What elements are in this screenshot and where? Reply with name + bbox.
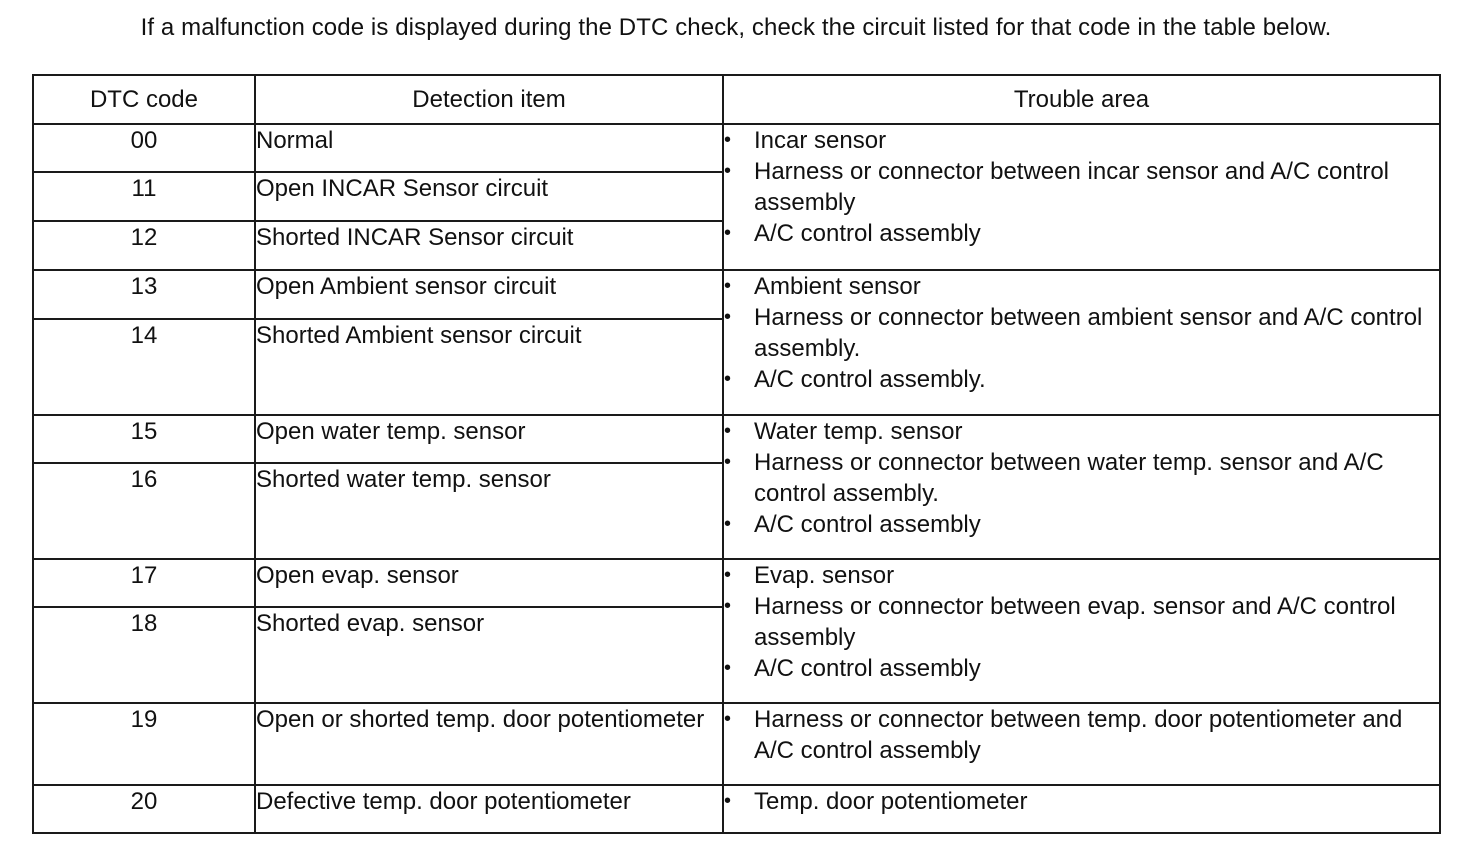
trouble-area-cell bbox=[723, 703, 1440, 785]
bullet-icon: • bbox=[724, 451, 732, 473]
trouble-area-cell bbox=[723, 785, 1440, 833]
dtc-table bbox=[32, 74, 1441, 834]
detection-item-cell: Normal bbox=[255, 124, 723, 172]
trouble-area-item bbox=[724, 509, 1439, 540]
bullet-icon: • bbox=[724, 420, 732, 442]
bullet-icon: • bbox=[724, 129, 732, 151]
trouble-area-item bbox=[724, 560, 1439, 591]
table-row bbox=[33, 124, 1440, 172]
trouble-area-item bbox=[724, 416, 1439, 447]
trouble-area-cell bbox=[723, 559, 1440, 703]
dtc-code-cell: 18 bbox=[33, 607, 255, 703]
trouble-area-item bbox=[724, 156, 1439, 218]
dtc-group bbox=[33, 785, 1440, 833]
dtc-code-cell: 00 bbox=[33, 124, 255, 172]
header-trouble-area: Trouble area bbox=[723, 75, 1440, 124]
trouble-area-text: Ambient sensor bbox=[754, 273, 921, 300]
dtc-group bbox=[33, 559, 1440, 703]
trouble-area-text: Incar sensor bbox=[754, 127, 887, 154]
trouble-area-text: Harness or connector between temp. door potentiometer and A/C control assembly bbox=[754, 706, 1403, 764]
dtc-code-cell: 20 bbox=[33, 785, 255, 833]
bullet-icon: • bbox=[724, 564, 732, 586]
dtc-code-cell: 19 bbox=[33, 703, 255, 785]
detection-item-cell: Open or shorted temp. door potentiometer bbox=[255, 703, 723, 785]
trouble-area-item bbox=[724, 786, 1439, 817]
bullet-icon: • bbox=[724, 368, 732, 390]
trouble-area-text: Temp. door potentiometer bbox=[754, 788, 1028, 815]
header-row bbox=[33, 75, 1440, 124]
header-dtc-code: DTC code bbox=[33, 75, 255, 124]
trouble-area-item bbox=[724, 447, 1439, 509]
trouble-area-text: Harness or connector between evap. sensor and A/C control assembly bbox=[754, 593, 1396, 651]
dtc-code-cell: 11 bbox=[33, 172, 255, 221]
bullet-icon: • bbox=[724, 222, 732, 244]
table-row bbox=[33, 785, 1440, 833]
dtc-group bbox=[33, 415, 1440, 559]
bullet-icon: • bbox=[724, 275, 732, 297]
trouble-area-list bbox=[724, 125, 1439, 249]
detection-item-cell: Open Ambient sensor circuit bbox=[255, 270, 723, 319]
table-row bbox=[33, 703, 1440, 785]
trouble-area-item bbox=[724, 704, 1439, 766]
trouble-area-text: A/C control assembly bbox=[754, 655, 981, 682]
bullet-icon: • bbox=[724, 513, 732, 535]
table-row bbox=[33, 559, 1440, 607]
trouble-area-list bbox=[724, 271, 1439, 395]
table-row bbox=[33, 270, 1440, 319]
table-row bbox=[33, 415, 1440, 463]
bullet-icon: • bbox=[724, 306, 732, 328]
trouble-area-list bbox=[724, 704, 1439, 766]
bullet-icon: • bbox=[724, 595, 732, 617]
detection-item-cell: Defective temp. door potentiometer bbox=[255, 785, 723, 833]
detection-item-cell: Open water temp. sensor bbox=[255, 415, 723, 463]
dtc-code-cell: 17 bbox=[33, 559, 255, 607]
trouble-area-text: A/C control assembly bbox=[754, 220, 981, 247]
bullet-icon: • bbox=[724, 708, 732, 730]
dtc-group bbox=[33, 124, 1440, 270]
header-detection-item: Detection item bbox=[255, 75, 723, 124]
trouble-area-item bbox=[724, 125, 1439, 156]
trouble-area-text: A/C control assembly. bbox=[754, 366, 986, 393]
dtc-code-cell: 12 bbox=[33, 221, 255, 270]
detection-item-cell: Shorted Ambient sensor circuit bbox=[255, 319, 723, 415]
bullet-icon: • bbox=[724, 657, 732, 679]
trouble-area-item bbox=[724, 653, 1439, 684]
trouble-area-cell bbox=[723, 270, 1440, 415]
trouble-area-text: Harness or connector between ambient sensor and A/C control assembly. bbox=[754, 304, 1423, 362]
intro-text: If a malfunction code is displayed during the DTC check, check the circuit listed for that code in the table below. bbox=[140, 14, 1332, 41]
dtc-code-cell: 13 bbox=[33, 270, 255, 319]
trouble-area-text: Evap. sensor bbox=[754, 562, 895, 589]
trouble-area-list bbox=[724, 786, 1439, 817]
trouble-area-list bbox=[724, 560, 1439, 684]
detection-item-cell: Open INCAR Sensor circuit bbox=[255, 172, 723, 221]
dtc-group bbox=[33, 703, 1440, 785]
detection-item-cell: Shorted evap. sensor bbox=[255, 607, 723, 703]
trouble-area-cell bbox=[723, 415, 1440, 559]
dtc-code-cell: 16 bbox=[33, 463, 255, 559]
dtc-group bbox=[33, 270, 1440, 415]
trouble-area-item bbox=[724, 271, 1439, 302]
trouble-area-text: Water temp. sensor bbox=[754, 418, 963, 445]
trouble-area-item bbox=[724, 302, 1439, 364]
trouble-area-item bbox=[724, 364, 1439, 395]
bullet-icon: • bbox=[724, 790, 732, 812]
trouble-area-list bbox=[724, 416, 1439, 540]
dtc-code-cell: 15 bbox=[33, 415, 255, 463]
trouble-area-item bbox=[724, 218, 1439, 249]
trouble-area-cell bbox=[723, 124, 1440, 270]
detection-item-cell: Shorted INCAR Sensor circuit bbox=[255, 221, 723, 270]
bullet-icon: • bbox=[724, 160, 732, 182]
detection-item-cell: Open evap. sensor bbox=[255, 559, 723, 607]
trouble-area-item bbox=[724, 591, 1439, 653]
trouble-area-text: A/C control assembly bbox=[754, 511, 981, 538]
trouble-area-text: Harness or connector between water temp. sensor and A/C control assembly. bbox=[754, 449, 1384, 507]
trouble-area-text: Harness or connector between incar sensor and A/C control assembly bbox=[754, 158, 1390, 216]
dtc-code-cell: 14 bbox=[33, 319, 255, 415]
detection-item-cell: Shorted water temp. sensor bbox=[255, 463, 723, 559]
